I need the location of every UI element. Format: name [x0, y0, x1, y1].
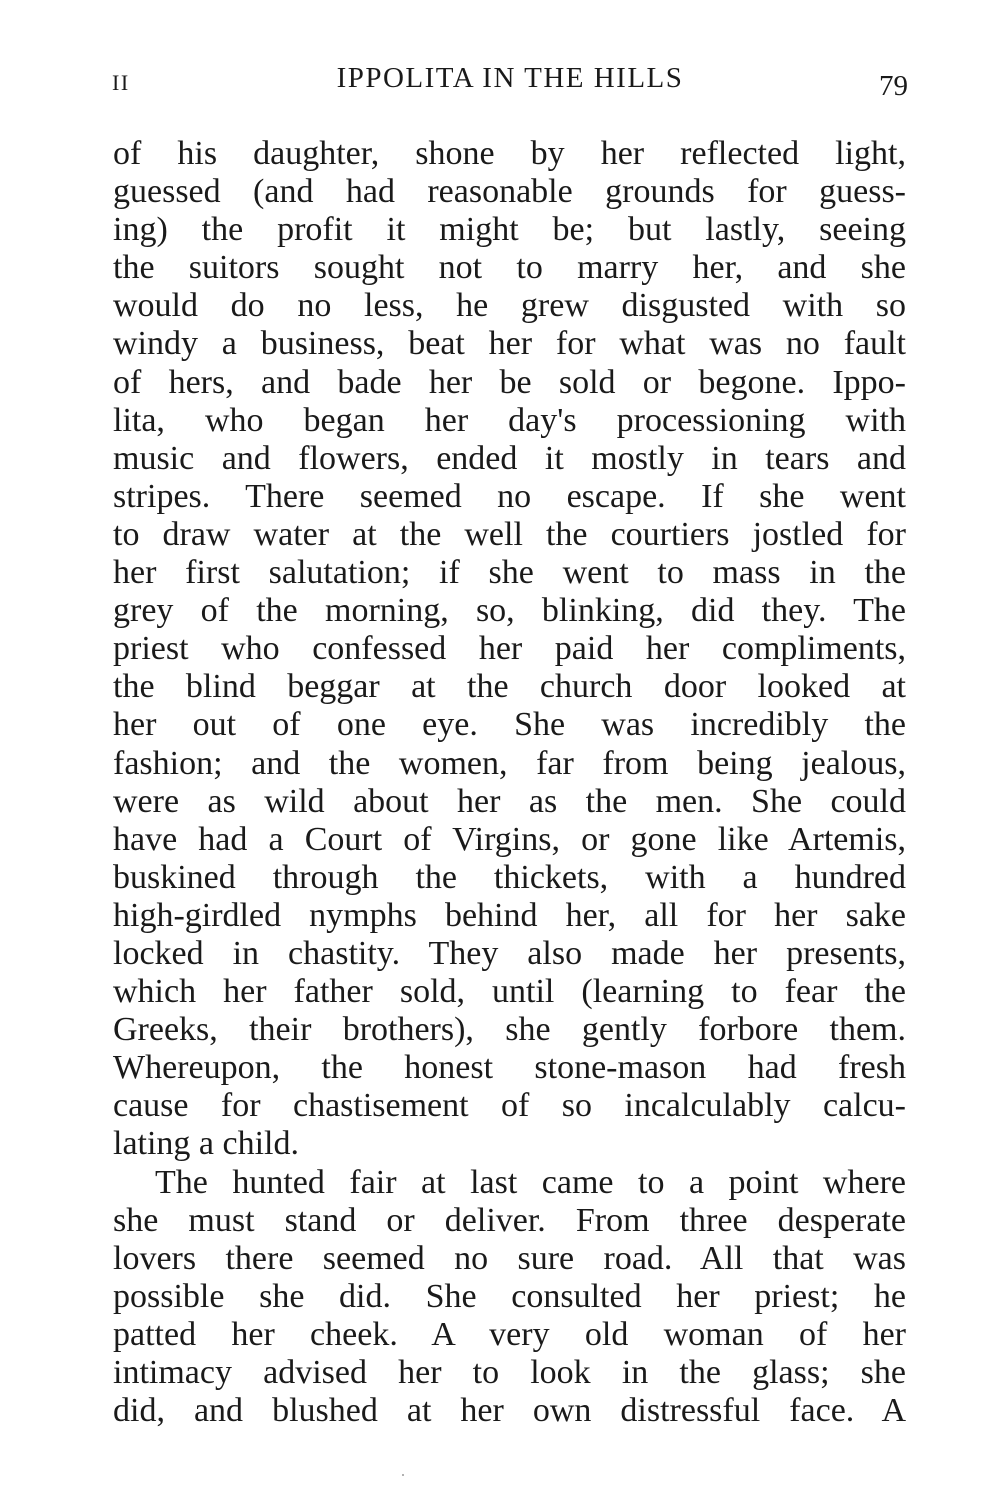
text-line: high-girdled nymphs behind her, all for her sake [113, 896, 906, 934]
text-line: buskined through the thickets, with a hundred [113, 858, 906, 896]
text-line: stripes. There seemed no escape. If she went [113, 477, 906, 515]
text-line: music and flowers, ended it mostly in tears and [113, 439, 906, 477]
text-line: were as wild about her as the men. She could [113, 782, 906, 820]
text-line: windy a business, beat her for what was no fault [113, 325, 906, 363]
text-line: she must stand or deliver. From three desperate [113, 1201, 906, 1239]
text-line: did, and blushed at her own distressful face. A [113, 1392, 906, 1430]
text-line: intimacy advised her to look in the glass; she [113, 1354, 906, 1391]
text-line: ing) the profit it might be; but lastly, seeing [113, 211, 906, 249]
text-line: the suitors sought not to marry her, and she [113, 249, 906, 287]
paragraph-last-line: lating a child. [113, 1125, 300, 1163]
text-line: locked in chastity. They also made her presents, [113, 934, 906, 972]
text-line: would do no less, he grew disgusted with so [113, 287, 906, 325]
ink-speck [402, 1474, 404, 1476]
text-line: which her father sold, until (learning to fear the [113, 973, 906, 1011]
text-line: to draw water at the well the courtiers jostled for [113, 515, 906, 553]
text-line: lovers there seemed no sure road. All that was [113, 1239, 906, 1277]
text-line: have had a Court of Virgins, or gone like Artemis, [113, 820, 906, 858]
text-line: guessed (and had reasonable grounds for guess- [113, 173, 906, 211]
text-line: grey of the morning, so, blinking, did they. The [113, 592, 906, 630]
text-line: priest who confessed her paid her compliments, [113, 630, 906, 668]
text-line: her out of one eye. She was incredibly the [113, 706, 906, 744]
text-line: of his daughter, shone by her reflected light, [113, 135, 906, 172]
text-line: of hers, and bade her be sold or begone. Ippo- [113, 363, 906, 401]
text-line: Greeks, their brothers), she gently forbore them. [113, 1011, 906, 1049]
text-line: her first salutation; if she went to mass in the [113, 554, 906, 592]
text-line: fashion; and the women, far from being jealous, [113, 744, 906, 782]
paragraph-first-line: The hunted fair at last came to a point where [155, 1163, 906, 1201]
running-title: IPPOLITA IN THE HILLS [336, 62, 684, 94]
chapter-number: II [112, 70, 130, 95]
text-line: possible she did. She consulted her priest; he [113, 1277, 906, 1315]
text-line: cause for chastisement of so incalculably calcu- [113, 1087, 906, 1125]
text-line: patted her cheek. A very old woman of her [113, 1315, 906, 1353]
text-line: Whereupon, the honest stone-mason had fresh [113, 1049, 906, 1087]
text-line: lita, who began her day's processioning with [113, 401, 906, 439]
page-number: 79 [879, 70, 908, 102]
running-header [112, 62, 908, 102]
text-line: the blind beggar at the church door looked at [113, 668, 906, 706]
body-text [113, 135, 906, 1430]
